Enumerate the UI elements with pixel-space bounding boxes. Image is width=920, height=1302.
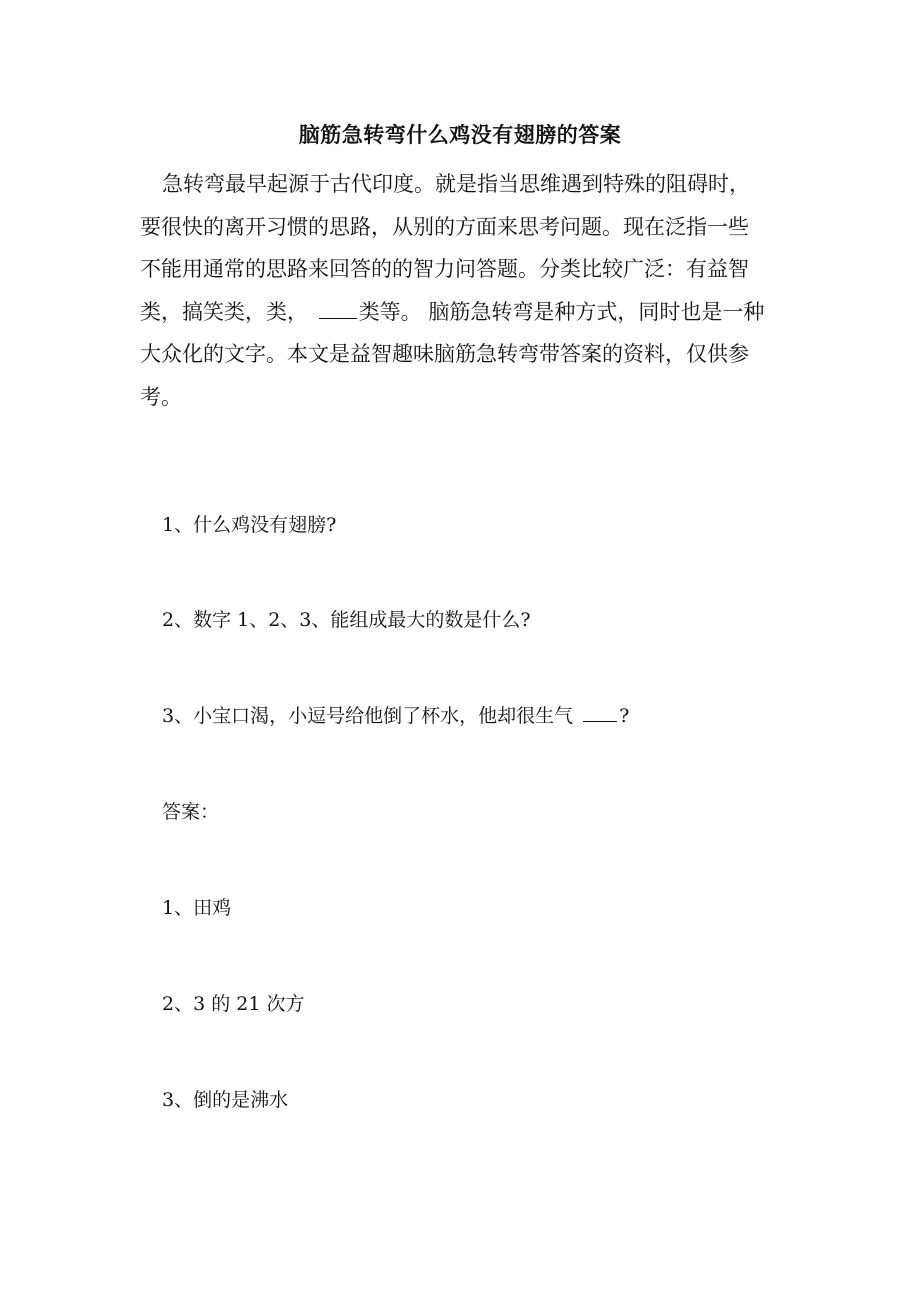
question-3-mark: ? [619, 705, 630, 727]
question-3-text: 3、小宝口渴，小逗号给他倒了杯水，他却很生气 [162, 705, 574, 727]
intro-line-part: 类等。 脑筋急转弯是种方式，同时也是一种 [358, 299, 765, 324]
intro-line: 不能用通常的思路来回答的的智力问答题。分类比较广泛：有益智 [140, 257, 749, 282]
fill-blank [319, 302, 357, 319]
answer-3: 3、倒的是沸水 [162, 1089, 289, 1111]
question-1: 1、什么鸡没有翅膀? [162, 514, 337, 536]
intro-line-with-blank [140, 296, 785, 339]
answer-2: 2、3 的 21 次方 [162, 993, 305, 1015]
intro-line: 要很快的离开习惯的思路，从别的方面来思考问题。现在泛指一些 [140, 214, 749, 239]
answer-1: 1、田鸡 [162, 897, 232, 919]
question-3 [162, 703, 629, 729]
intro-line-part: 类，搞笑类，类， [140, 299, 308, 324]
intro-paragraph [140, 168, 785, 424]
question-2: 2、数字 1、2、3、能组成最大的数是什么? [162, 609, 531, 631]
intro-line: 大众化的文字。本文是益智趣味脑筋急转弯带答案的资料，仅供参 [140, 342, 749, 367]
intro-line: 急转弯最早起源于古代印度。就是指当思维遇到特殊的阻碍时， [162, 172, 750, 196]
fill-blank [583, 705, 617, 722]
document-title: 脑筋急转弯什么鸡没有翅膀的答案 [298, 122, 622, 147]
intro-line: 考。 [140, 384, 182, 409]
answers-label: 答案： [162, 801, 220, 823]
